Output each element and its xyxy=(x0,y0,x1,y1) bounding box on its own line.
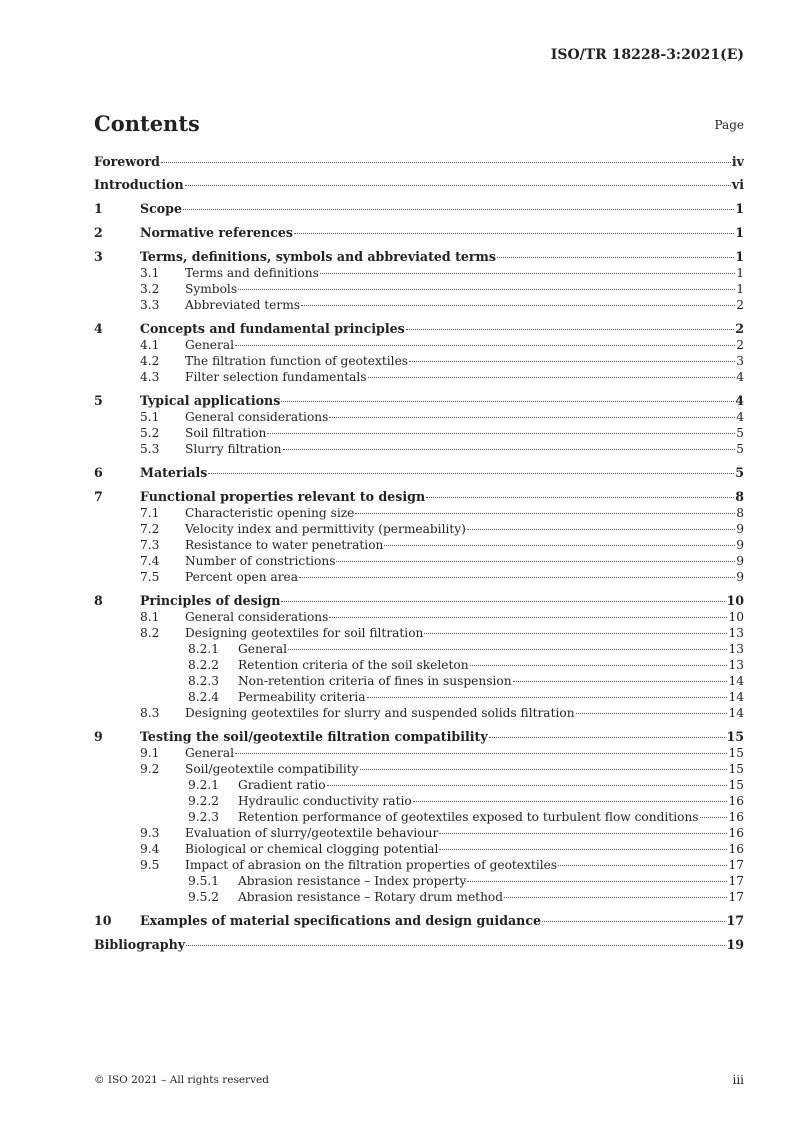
dot-leader xyxy=(368,377,736,378)
toc-entry[interactable] xyxy=(94,154,744,170)
toc-entry-number: 9.2.3 xyxy=(188,810,220,824)
toc-entry[interactable] xyxy=(94,409,744,425)
toc-entry-number: 2 xyxy=(94,225,103,240)
dot-leader xyxy=(186,945,725,946)
toc-entry-number: 8.3 xyxy=(140,706,160,720)
toc-entry-title[interactable]: Foreword xyxy=(94,154,160,169)
toc-entry-page[interactable]: 17 xyxy=(726,913,744,928)
toc-entry-page[interactable]: 15 xyxy=(728,762,744,776)
toc-entry-number: 9.5 xyxy=(140,858,160,872)
toc-entry-page[interactable]: 9 xyxy=(736,522,744,536)
toc-entry[interactable] xyxy=(94,393,744,409)
toc-entry-title[interactable]: Testing the soil/geotextile filtration compatibility xyxy=(140,729,488,744)
toc-entry-number: 3.2 xyxy=(140,282,160,296)
toc-entry-number: 8.2.4 xyxy=(188,690,220,704)
toc-entry-page[interactable]: 9 xyxy=(736,554,744,568)
toc-entry[interactable] xyxy=(94,657,744,673)
toc-entry-number: 9.2 xyxy=(140,762,160,776)
toc-entry[interactable] xyxy=(94,793,744,809)
toc-entry-page[interactable]: 5 xyxy=(736,442,744,456)
toc-entry-page[interactable]: 3 xyxy=(736,354,744,368)
dot-leader xyxy=(360,769,728,770)
toc-entry-title[interactable]: Characteristic opening size xyxy=(185,506,355,520)
toc-entry-title[interactable]: Evaluation of slurry/geotextile behaviour xyxy=(185,826,439,840)
toc-entry-page[interactable]: 17 xyxy=(728,890,744,904)
toc-entry[interactable] xyxy=(94,809,744,825)
toc-entry-title[interactable]: Terms and definitions xyxy=(185,266,319,280)
dot-leader xyxy=(700,817,728,818)
toc-entry-page[interactable]: 10 xyxy=(728,610,744,624)
toc-entry-number: 9.5.2 xyxy=(188,890,220,904)
toc-entry-page[interactable]: 14 xyxy=(728,690,744,704)
toc-entry-page[interactable]: 13 xyxy=(728,626,744,640)
toc-entry[interactable] xyxy=(94,745,744,761)
dot-leader xyxy=(558,865,727,866)
toc-entry-number: 1 xyxy=(94,201,103,216)
toc-entry-title[interactable]: General xyxy=(185,746,234,760)
toc-entry[interactable] xyxy=(94,913,744,929)
toc-entry-page[interactable]: 13 xyxy=(728,658,744,672)
dot-leader xyxy=(320,273,735,274)
toc-entry[interactable] xyxy=(94,249,744,265)
toc-entry-title[interactable]: Permeability criteria xyxy=(238,690,366,704)
toc-entry-number: 3 xyxy=(94,249,103,264)
dot-leader xyxy=(355,513,735,514)
toc-entry-page[interactable]: 1 xyxy=(735,249,744,264)
dot-leader xyxy=(329,417,735,418)
dot-leader xyxy=(424,633,727,634)
toc-entry-title[interactable]: General considerations xyxy=(185,410,329,424)
toc-entry[interactable] xyxy=(94,441,744,457)
dot-leader xyxy=(439,833,727,834)
toc-entry[interactable] xyxy=(94,609,744,625)
toc-entry-number: 10 xyxy=(94,913,112,928)
toc-entry-page[interactable]: 5 xyxy=(735,465,744,480)
toc-entry-page[interactable]: 13 xyxy=(728,642,744,656)
toc-entry-number: 8.2.1 xyxy=(188,642,220,656)
toc-entry[interactable] xyxy=(94,337,744,353)
toc-entry[interactable] xyxy=(94,825,744,841)
toc-entry-title[interactable]: General xyxy=(238,642,287,656)
dot-leader xyxy=(504,897,727,898)
dot-leader xyxy=(367,697,728,698)
toc-entry-page[interactable]: 16 xyxy=(728,842,744,856)
toc-entry-title[interactable]: Bibliography xyxy=(94,937,186,952)
toc-entry-title[interactable]: Retention criteria of the soil skeleton xyxy=(238,658,469,672)
toc-entry-title[interactable]: Examples of material specifications and design guidance xyxy=(140,913,542,928)
toc-entry-page[interactable]: 2 xyxy=(736,338,744,352)
dot-leader xyxy=(161,162,731,163)
toc-entry-page[interactable]: 4 xyxy=(736,410,744,424)
toc-entry-page[interactable]: 8 xyxy=(736,506,744,520)
dot-leader xyxy=(301,305,735,306)
toc-entry-title[interactable]: Symbols xyxy=(185,282,238,296)
toc-entry[interactable] xyxy=(94,521,744,537)
toc-entry[interactable] xyxy=(94,569,744,585)
toc-entry-title[interactable]: Hydraulic conductivity ratio xyxy=(238,794,412,808)
toc-entry-title[interactable]: Soil filtration xyxy=(185,426,267,440)
toc-entry-title[interactable]: Gradient ratio xyxy=(238,778,326,792)
toc-entry-number: 8.2.3 xyxy=(188,674,220,688)
toc-entry[interactable] xyxy=(94,201,744,217)
toc-entry-number: 4.1 xyxy=(140,338,160,352)
toc-entry-page[interactable]: 10 xyxy=(726,593,744,608)
page-column-label: Page xyxy=(714,118,744,132)
toc-entry[interactable] xyxy=(94,281,744,297)
toc-entry[interactable] xyxy=(94,353,744,369)
toc-entry-title[interactable]: Functional properties relevant to design xyxy=(140,489,426,504)
toc-entry-title[interactable]: Biological or chemical clogging potential xyxy=(185,842,439,856)
toc-entry-page[interactable]: 5 xyxy=(736,426,744,440)
dot-leader xyxy=(281,401,734,402)
toc-entry[interactable] xyxy=(94,841,744,857)
toc-entry[interactable] xyxy=(94,593,744,609)
toc-entry-number: 5.3 xyxy=(140,442,160,456)
toc-entry-page[interactable]: 9 xyxy=(736,570,744,584)
toc-entry[interactable] xyxy=(94,465,744,481)
toc-entry-page[interactable]: 14 xyxy=(728,706,744,720)
dot-leader xyxy=(489,737,726,738)
toc-entry-page[interactable]: 19 xyxy=(726,937,744,952)
dot-leader xyxy=(329,617,727,618)
toc-entry-number: 7 xyxy=(94,489,103,504)
toc-entry[interactable] xyxy=(94,425,744,441)
dot-leader xyxy=(406,329,735,330)
toc-entry-number: 9.5.1 xyxy=(188,874,220,888)
toc-entry-number: 8.2.2 xyxy=(188,658,220,672)
toc-entry-number: 5.1 xyxy=(140,410,160,424)
toc-entry-page[interactable]: iv xyxy=(731,154,744,169)
toc-entry-title[interactable]: Introduction xyxy=(94,177,184,192)
toc-entry[interactable] xyxy=(94,873,744,889)
toc-entry-page[interactable]: 9 xyxy=(736,538,744,552)
toc-entry-number: 7.3 xyxy=(140,538,160,552)
toc-entry[interactable] xyxy=(94,889,744,905)
dot-leader xyxy=(542,921,725,922)
toc-entry-title[interactable]: Designing geotextiles for soil filtration xyxy=(185,626,424,640)
dot-leader xyxy=(327,785,728,786)
toc-entry-number: 4.2 xyxy=(140,354,160,368)
toc-entry-title[interactable]: Abbreviated terms xyxy=(185,298,301,312)
toc-entry-number: 8.1 xyxy=(140,610,160,624)
toc-entry-number: 9 xyxy=(94,729,103,744)
toc-entry-number: 8 xyxy=(94,593,103,608)
dot-leader xyxy=(294,233,734,234)
toc-entry-page[interactable]: 15 xyxy=(728,778,744,792)
toc-entry-title[interactable]: Designing geotextiles for slurry and suspended solids filtration xyxy=(185,706,575,720)
dot-leader xyxy=(409,361,735,362)
toc-entry[interactable] xyxy=(94,537,744,553)
toc-entry-page[interactable]: 16 xyxy=(728,826,744,840)
toc-entry[interactable] xyxy=(94,857,744,873)
dot-leader xyxy=(235,753,727,754)
toc-entry[interactable] xyxy=(94,505,744,521)
toc-entry[interactable] xyxy=(94,297,744,313)
toc-entry[interactable] xyxy=(94,729,744,745)
toc-entry[interactable] xyxy=(94,761,744,777)
toc-entry-number: 3.3 xyxy=(140,298,160,312)
toc-entry-page[interactable]: 16 xyxy=(728,810,744,824)
toc-entry-page[interactable]: 17 xyxy=(728,858,744,872)
dot-leader xyxy=(235,345,735,346)
toc-entry-title[interactable]: Filter selection fundamentals xyxy=(185,370,367,384)
dot-leader xyxy=(576,713,728,714)
toc-entry-page[interactable]: 4 xyxy=(735,393,744,408)
toc-entry-number: 7.4 xyxy=(140,554,160,568)
toc-entry-title[interactable]: Normative references xyxy=(140,225,294,240)
dot-leader xyxy=(413,801,728,802)
toc-entry-title[interactable]: General xyxy=(185,338,234,352)
toc-entry-number: 9.2.1 xyxy=(188,778,220,792)
dot-leader xyxy=(299,577,735,578)
toc-entry-page[interactable]: 8 xyxy=(735,489,744,504)
toc-entry-title[interactable]: Materials xyxy=(140,465,208,480)
toc-entry-number: 9.2.2 xyxy=(188,794,220,808)
toc-entry-number: 3.1 xyxy=(140,266,160,280)
toc-entry-page[interactable]: 16 xyxy=(728,794,744,808)
toc-entry-page[interactable]: 4 xyxy=(736,370,744,384)
toc-entry[interactable] xyxy=(94,177,744,193)
toc-entry-page[interactable]: 2 xyxy=(736,298,744,312)
toc-entry-page[interactable]: 2 xyxy=(735,321,744,336)
toc-entry-title[interactable]: Resistance to water penetration xyxy=(185,538,384,552)
toc-entry[interactable] xyxy=(94,937,744,953)
toc-entry-title[interactable]: General considerations xyxy=(185,610,329,624)
dot-leader xyxy=(288,649,727,650)
toc-entry[interactable] xyxy=(94,689,744,705)
toc-entry-title[interactable]: Soil/geotextile compatibility xyxy=(185,762,359,776)
toc-entry-number: 4 xyxy=(94,321,103,336)
dot-leader xyxy=(497,257,734,258)
toc-entry-page[interactable]: 14 xyxy=(728,674,744,688)
toc-entry-page[interactable]: 1 xyxy=(736,266,744,280)
toc-entry-page[interactable]: 17 xyxy=(728,874,744,888)
toc-entry-title[interactable]: Scope xyxy=(140,201,182,216)
toc-entry-title[interactable]: Impact of abrasion on the filtration properties of geotextiles xyxy=(185,858,558,872)
dot-leader xyxy=(283,449,736,450)
toc-entry-title[interactable]: Abrasion resistance – Index property xyxy=(238,874,467,888)
toc-entry-title[interactable]: Concepts and fundamental principles xyxy=(140,321,405,336)
document-code: ISO/TR 18228-3:2021(E) xyxy=(550,47,744,63)
toc-entry-title[interactable]: Number of constrictions xyxy=(185,554,336,568)
toc-entry[interactable] xyxy=(94,625,744,641)
dot-leader xyxy=(467,529,735,530)
toc-entry-title[interactable]: Non-retention criteria of fines in suspension xyxy=(238,674,512,688)
toc-entry[interactable] xyxy=(94,225,744,241)
dot-leader xyxy=(238,289,735,290)
copyright-notice: © ISO 2021 – All rights reserved xyxy=(94,1074,269,1086)
dot-leader xyxy=(267,433,735,434)
toc-entry[interactable] xyxy=(94,321,744,337)
dot-leader xyxy=(467,881,727,882)
toc-entry-title[interactable]: The filtration function of geotextiles xyxy=(185,354,409,368)
toc-entry[interactable] xyxy=(94,641,744,657)
dot-leader xyxy=(208,473,734,474)
toc-entry-page[interactable]: vi xyxy=(731,177,744,192)
toc-entry-number: 7.5 xyxy=(140,570,160,584)
toc-entry-number: 5 xyxy=(94,393,103,408)
toc-entry-page[interactable]: 1 xyxy=(736,282,744,296)
dot-leader xyxy=(470,665,728,666)
toc-entry-page[interactable]: 1 xyxy=(735,225,744,240)
dot-leader xyxy=(384,545,735,546)
toc-entry-title[interactable]: Principles of design xyxy=(140,593,281,608)
dot-leader xyxy=(281,601,725,602)
toc-entry-title[interactable]: Abrasion resistance – Rotary drum method xyxy=(238,890,504,904)
dot-leader xyxy=(439,849,727,850)
toc-entry-number: 9.4 xyxy=(140,842,160,856)
dot-leader xyxy=(183,209,734,210)
toc-entry-title[interactable]: Retention performance of geotextiles exposed to turbulent flow conditions xyxy=(238,810,699,824)
table-of-contents xyxy=(94,154,744,953)
toc-entry-number: 4.3 xyxy=(140,370,160,384)
toc-entry[interactable] xyxy=(94,489,744,505)
dot-leader xyxy=(513,681,728,682)
dot-leader xyxy=(336,561,735,562)
toc-entry[interactable] xyxy=(94,265,744,281)
toc-entry-title[interactable]: Typical applications xyxy=(140,393,281,408)
page-number: iii xyxy=(732,1073,744,1087)
toc-entry-number: 7.1 xyxy=(140,506,160,520)
toc-entry-number: 6 xyxy=(94,465,103,480)
toc-entry-number: 9.3 xyxy=(140,826,160,840)
toc-entry-title[interactable]: Terms, definitions, symbols and abbreviated terms xyxy=(140,249,496,264)
toc-entry-number: 5.2 xyxy=(140,426,160,440)
page-title: Contents xyxy=(94,111,200,136)
dot-leader xyxy=(426,497,734,498)
toc-entry-page[interactable]: 15 xyxy=(726,729,744,744)
toc-entry[interactable] xyxy=(94,553,744,569)
toc-entry[interactable] xyxy=(94,369,744,385)
dot-leader xyxy=(185,185,731,186)
toc-entry-page[interactable]: 1 xyxy=(735,201,744,216)
toc-entry[interactable] xyxy=(94,777,744,793)
toc-entry-title[interactable]: Velocity index and permittivity (permeability) xyxy=(185,522,466,536)
toc-entry[interactable] xyxy=(94,673,744,689)
toc-entry-title[interactable]: Percent open area xyxy=(185,570,298,584)
toc-entry-number: 7.2 xyxy=(140,522,160,536)
toc-entry[interactable] xyxy=(94,705,744,721)
toc-entry-number: 9.1 xyxy=(140,746,160,760)
toc-entry-title[interactable]: Slurry filtration xyxy=(185,442,282,456)
toc-entry-page[interactable]: 15 xyxy=(728,746,744,760)
toc-entry-number: 8.2 xyxy=(140,626,160,640)
